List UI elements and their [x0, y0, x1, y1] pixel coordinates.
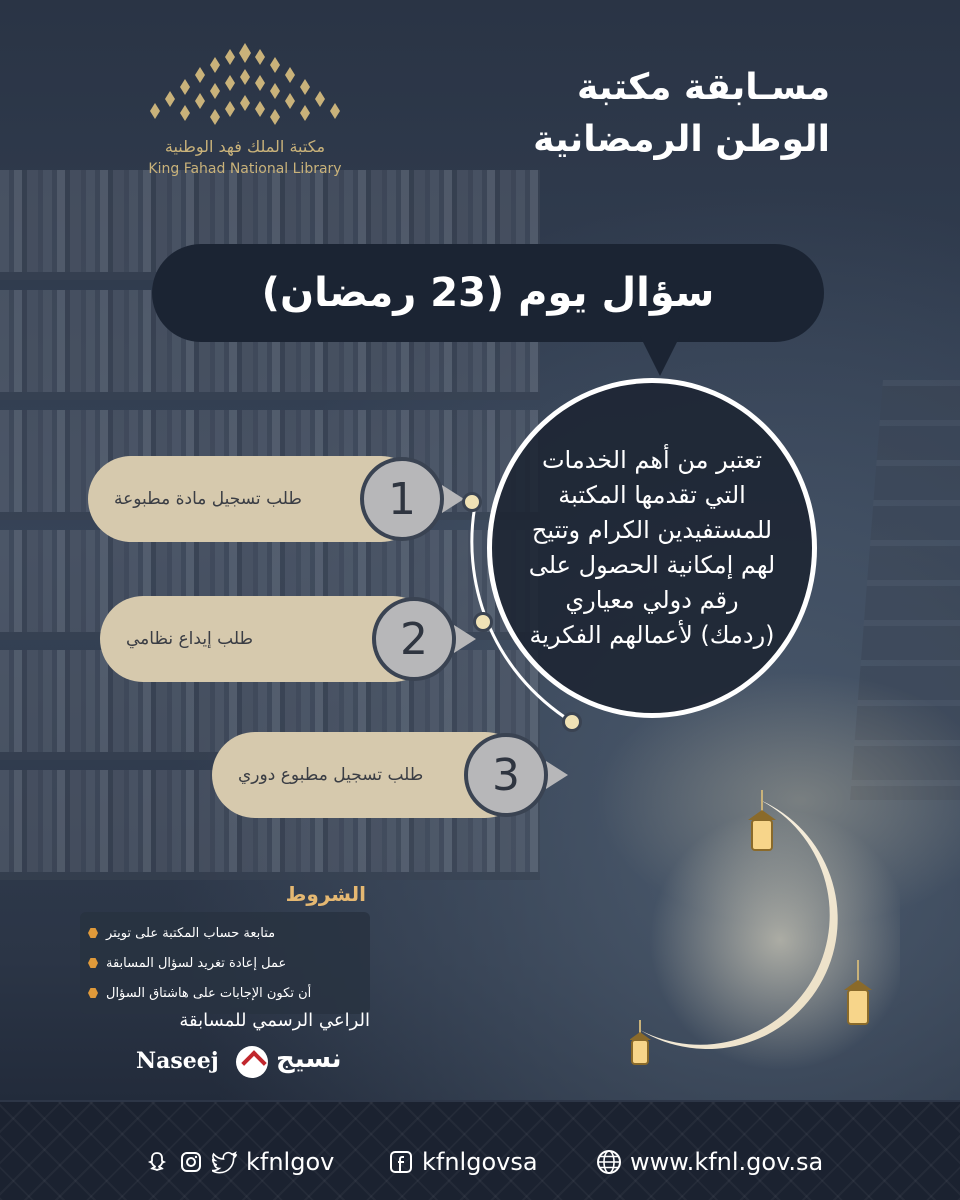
naseej-logo-icon	[236, 1046, 268, 1078]
instagram-icon[interactable]	[178, 1149, 204, 1175]
competition-title	[410, 62, 830, 166]
question-text: تعتبر من أهم الخدمات التي تقدمها المكتبة للمستفيدين الكرام وتتيح لهم إمكانية الحصول على رقم دولي معياري (ردمك) لأعمالهم الفكرية	[528, 446, 776, 649]
condition-item	[88, 978, 362, 1008]
connector-dot-2	[473, 612, 493, 632]
connector-dot-1	[462, 492, 482, 512]
option-3-label: طلب تسجيل مطبوع دوري	[238, 765, 424, 785]
lantern-icon	[630, 1032, 651, 1064]
footer-divider	[0, 1100, 960, 1102]
globe-icon[interactable]	[596, 1149, 622, 1175]
facebook-icon[interactable]	[388, 1149, 414, 1175]
title-line-2: الوطن الرمضانية	[533, 119, 830, 160]
conditions-title: الشروط	[285, 882, 366, 906]
question-bubble-tail	[640, 336, 680, 376]
option-1-label: طلب تسجيل مادة مطبوعة	[114, 489, 302, 509]
logo-english-text: King Fahad National Library	[148, 161, 342, 177]
logo-arabic-text: مكتبة الملك فهد الوطنية	[164, 137, 326, 156]
sponsor-name-english: Naseej	[136, 1048, 219, 1074]
condition-text: متابعة حساب المكتبة على تويتر	[106, 925, 276, 941]
option-3-number: 3	[464, 733, 548, 817]
condition-text: عمل إعادة تغريد لسؤال المسابقة	[106, 955, 287, 971]
sponsor-logo-group	[136, 1044, 376, 1084]
option-pointer	[442, 485, 464, 513]
sponsor-name-arabic: نسيج	[276, 1044, 342, 1074]
condition-text: أن تكون الإجابات على هاشتاق السؤال	[106, 985, 312, 1001]
title-line-1: مسـابقة مكتبة	[577, 67, 830, 108]
connector-dot-3	[562, 712, 582, 732]
option-3[interactable]	[212, 732, 528, 818]
option-2[interactable]	[100, 596, 436, 682]
option-1-number: 1	[360, 457, 444, 541]
question-header-bubble	[152, 244, 824, 342]
website-url[interactable]: www.kfnl.gov.sa	[630, 1148, 824, 1176]
hexagon-bullet-icon	[88, 958, 98, 968]
facebook-link	[388, 1144, 538, 1180]
option-2-number: 2	[372, 597, 456, 681]
sponsor-title: الراعي الرسمي للمسابقة	[179, 1010, 370, 1031]
facebook-handle[interactable]: kfnlgovsa	[422, 1148, 538, 1176]
hexagon-bullet-icon	[88, 928, 98, 938]
social-handle[interactable]: kfnlgov	[246, 1148, 335, 1176]
snapchat-icon[interactable]	[144, 1149, 170, 1175]
condition-item	[88, 918, 362, 948]
condition-item	[88, 948, 362, 978]
conditions-section	[80, 882, 370, 1014]
website-link	[596, 1144, 823, 1180]
crescent-moon-icon	[630, 790, 900, 1080]
library-emblem-icon	[130, 35, 360, 135]
option-pointer	[454, 625, 476, 653]
option-pointer	[546, 761, 568, 789]
conditions-box	[80, 912, 370, 1014]
twitter-icon[interactable]	[212, 1149, 238, 1175]
question-circle	[487, 378, 817, 718]
option-2-label: طلب إيداع نظامي	[126, 629, 254, 649]
hexagon-bullet-icon	[88, 988, 98, 998]
option-1[interactable]	[88, 456, 424, 542]
social-links	[144, 1144, 334, 1180]
library-logo	[130, 35, 360, 185]
question-header: سؤال يوم (23 رمضان)	[261, 270, 715, 316]
